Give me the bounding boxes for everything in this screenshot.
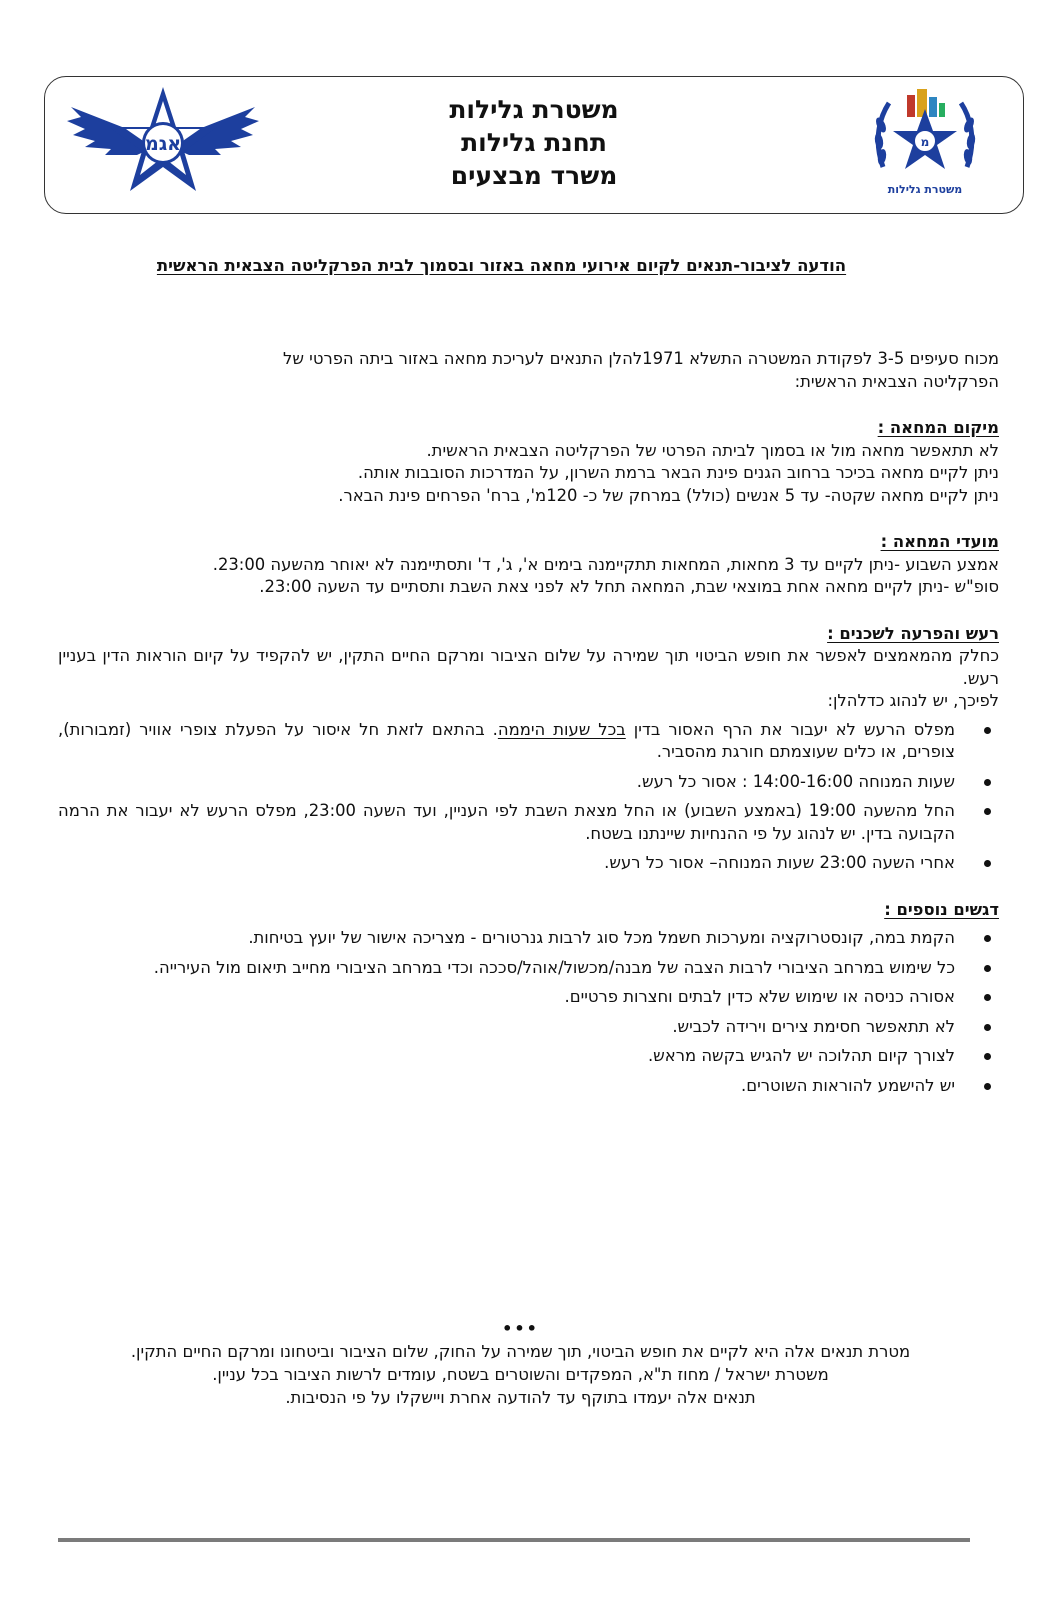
noise-intro-2: לפיכך, יש לנהוג כדלהלן: — [827, 691, 999, 710]
location-line: ניתן לקיים מחאה בכיכר ברחוב הגנים פינת הבאר ברמת השרון, על המדרכות הסובבות אותה. — [357, 463, 999, 482]
bullet-dot — [984, 779, 991, 786]
closing-separator: ••• — [502, 1319, 539, 1338]
noise-intro: כחלק מהמאמצים לאפשר את חופש הביטוי תוך שמירה על שלום הציבור ומרקם החיים התקין, יש להקפיד על קיום הוראות הדין בעניין רעש. — [58, 646, 999, 688]
intro-line: הפרקליטה הצבאית הראשית: — [794, 371, 999, 391]
noise-section-title: רעש והפרעה לשכנים : — [827, 623, 999, 643]
footer-divider — [58, 1538, 970, 1542]
location-line: ניתן לקיים מחאה שקטה- עד 5 אנשים (כולל) במרחק של כ- 120מ', ברח' הפרחים פינת הבאר. — [338, 485, 999, 505]
office-title: משרד מבצעים — [450, 161, 618, 190]
location-section-title: מיקום המחאה : — [877, 418, 999, 437]
times-section-title: מועדי המחאה : — [880, 532, 999, 551]
bullet-dot — [984, 965, 991, 972]
police-title: משטרת גלילות — [449, 95, 619, 124]
list-item — [58, 771, 955, 794]
note-text: כל שימוש במרחב הציבורי לרבות הצבה של מבנה/מכשול/אוהל/סככה וכדי במרחב הציבורי מחייב תיאום מול העירייה. — [153, 957, 955, 977]
list-item — [58, 800, 955, 845]
note-text: אסורה כניסה או שימוש שלא כדין לבתים וחצרות פרטיים. — [564, 987, 955, 1006]
notes-list — [58, 927, 999, 1097]
letterhead-box — [44, 76, 1024, 214]
list-item — [58, 927, 955, 950]
list-item — [58, 852, 955, 875]
list-item — [58, 1016, 955, 1039]
noise-rule-emphasis: בכל שעות היממה — [497, 719, 626, 739]
times-line: סופ"ש -ניתן לקיים מחאה אחת במוצאי שבת, המחאה תחל לא לפני צאת השבת ותסתיים עד השעה 23:00. — [259, 577, 999, 596]
times-line: אמצע השבוע -ניתן לקיים עד 3 מחאות, המחאות תתקיימנה בימים א', ג', ד' ותסתיימנה לא יאוחר מהשעה 23:00. — [212, 554, 999, 574]
noise-rule-text: שעות המנוחה 14:00-16:00 : אסור כל רעש. — [636, 771, 955, 791]
list-item — [58, 986, 955, 1009]
noise-rule-text: מפלס הרעש לא יעבור את הרף האסור בדין — [625, 719, 955, 739]
noise-rule-text: אחרי השעה 23:00 שעות המנוחה– אסור כל רעש. — [604, 853, 955, 872]
emblem-caption: משטרת גלילות — [887, 183, 963, 196]
intro-paragraph — [58, 348, 999, 393]
list-item — [58, 719, 955, 764]
noise-rule-text: . בהתאם לזאת חל איסור על הפעלת צופרי אוויר (זמבורות), צופרים, או כלים שעוצמתם חורגת מהסביר. — [58, 719, 955, 761]
list-item — [58, 1075, 955, 1098]
noise-rules-list — [58, 719, 999, 875]
agam-logo-letters: אגמ — [144, 133, 182, 155]
note-text: לצורך קיום תהלוכה יש להגיש בקשה מראש. — [647, 1046, 955, 1065]
bullet-dot — [984, 860, 991, 867]
intro-line: מכוח סעיפים 3-5 לפקודת המשטרה התשלא 1971להלן התנאים לעריכת מחאה באזור ביתה הפרטי של — [283, 349, 999, 368]
note-text: הקמת במה, קונסטרוקציה ומערכות חשמל מכל סוג לרבות גנרטורים - מצריכה אישור של יועץ בטיחות. — [248, 928, 955, 947]
closing-line: תנאים אלה יעמדו בתוקף עד להודעה אחרת ויישקלו על פי הנסיבות. — [285, 1388, 756, 1407]
bullet-dot — [984, 935, 991, 942]
closing-line: משטרת ישראל / מחוז ת"א, המפקדים והשוטרים בשטח, עומדים לרשות הציבור בכל עניין. — [212, 1365, 829, 1384]
closing-line: מטרת תנאים אלה היא לקיים את חופש הביטוי, תוך שמירה על החוק, שלום הציבור וביטחונו ומרקם החיים התקין. — [130, 1342, 911, 1361]
note-text: יש להישמע להוראות השוטרים. — [741, 1075, 955, 1095]
list-item — [58, 957, 955, 980]
bullet-dot — [984, 1083, 991, 1090]
notice-subject: הודעה לציבור-תנאים לקיום אירועי מחאה באזור ובסמוך לבית הפרקליטה הצבאית הראשית — [156, 256, 847, 275]
bullet-dot — [984, 1024, 991, 1031]
location-line: לא תתאפשר מחאה מול או בסמוך לביתה הפרטי של הפרקליטה הצבאית הראשית. — [426, 440, 999, 460]
list-item — [58, 1045, 955, 1068]
police-emblem-logo — [869, 85, 981, 203]
bullet-dot — [984, 808, 991, 815]
noise-rule-text: החל מהשעה 19:00 (באמצע השבוע) או החל מצאת השבת לפי העניין, ועד השעה 23:00, מפלס הרעש לא יעבור את הרמה הקבועה בדין. יש לנהוג על פי ההנחיות שיינתנו בשטח. — [58, 801, 956, 843]
note-text: לא תתאפשר חסימת צירים וירידה לכביש. — [672, 1016, 955, 1036]
emblem-letter: מ — [920, 135, 930, 149]
closing-block — [68, 1319, 973, 1409]
bullet-dot — [984, 994, 991, 1001]
bullet-dot — [984, 727, 991, 734]
bullet-dot — [984, 1053, 991, 1060]
notice-body — [58, 348, 999, 1104]
station-title: תחנת גלילות — [461, 128, 607, 157]
notes-section-title: דגשים נוספים : — [884, 899, 999, 919]
